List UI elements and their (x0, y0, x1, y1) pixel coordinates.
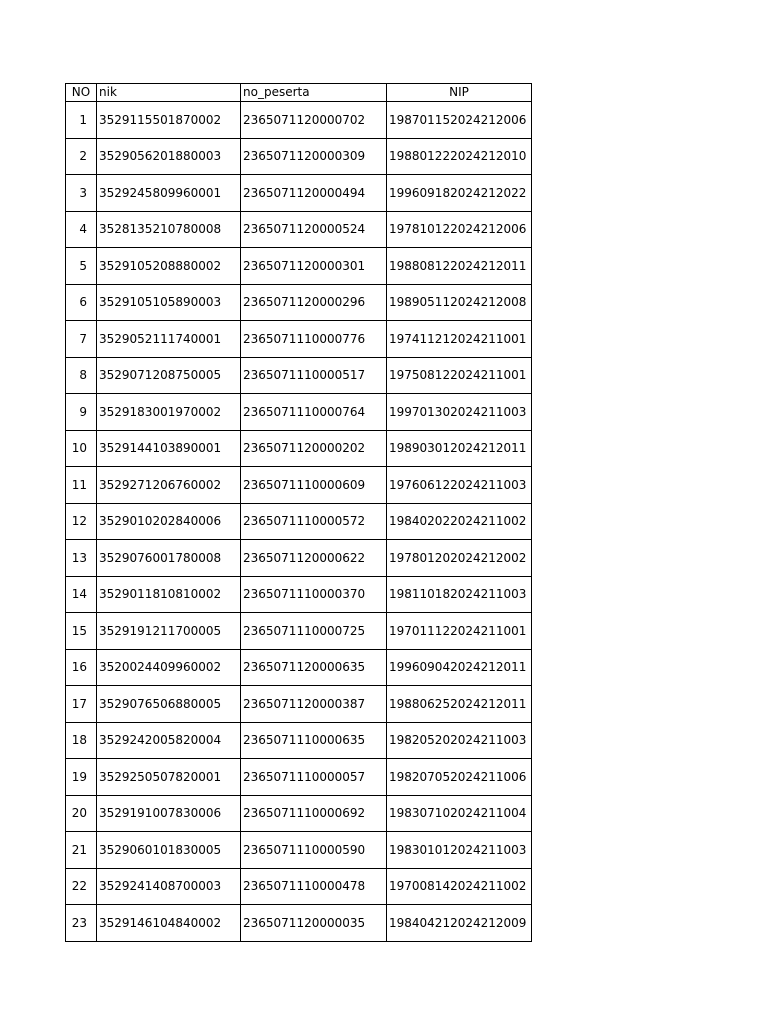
cell-nip: 198301012024211003 (387, 832, 532, 869)
cell-no-peserta: 2365071120000202 (241, 430, 387, 467)
cell-no-peserta: 2365071110000725 (241, 613, 387, 650)
table-row (66, 430, 532, 467)
cell-nip: 198701152024212006 (387, 102, 532, 139)
cell-no: 13 (66, 540, 97, 577)
cell-no-peserta: 2365071120000702 (241, 102, 387, 139)
header-row (66, 84, 532, 102)
cell-nip: 198110182024211003 (387, 576, 532, 613)
cell-no: 7 (66, 321, 97, 358)
table-row (66, 503, 532, 540)
cell-nik: 3520024409960002 (97, 649, 241, 686)
cell-no-peserta: 2365071110000370 (241, 576, 387, 613)
cell-no-peserta: 2365071110000517 (241, 357, 387, 394)
cell-no: 6 (66, 284, 97, 321)
table-header (66, 84, 532, 102)
table-row (66, 211, 532, 248)
cell-no: 10 (66, 430, 97, 467)
cell-no-peserta: 2365071120000309 (241, 138, 387, 175)
cell-no: 9 (66, 394, 97, 431)
table-row (66, 722, 532, 759)
cell-nik: 3529052111740001 (97, 321, 241, 358)
cell-no-peserta: 2365071110000635 (241, 722, 387, 759)
cell-nik: 3529146104840002 (97, 905, 241, 942)
cell-no: 12 (66, 503, 97, 540)
cell-no-peserta: 2365071110000590 (241, 832, 387, 869)
cell-nik: 3529241408700003 (97, 868, 241, 905)
cell-nik: 3529144103890001 (97, 430, 241, 467)
cell-nip: 198205202024211003 (387, 722, 532, 759)
cell-nik: 3529105105890003 (97, 284, 241, 321)
cell-nik: 3529060101830005 (97, 832, 241, 869)
table-row (66, 649, 532, 686)
cell-no: 11 (66, 467, 97, 504)
cell-no-peserta: 2365071120000622 (241, 540, 387, 577)
table-row (66, 394, 532, 431)
cell-no: 23 (66, 905, 97, 942)
cell-no-peserta: 2365071120000301 (241, 248, 387, 285)
cell-nik: 3529056201880003 (97, 138, 241, 175)
cell-no-peserta: 2365071110000572 (241, 503, 387, 540)
spreadsheet-page (65, 83, 532, 942)
cell-no: 16 (66, 649, 97, 686)
cell-no: 8 (66, 357, 97, 394)
cell-nip: 197011122024211001 (387, 613, 532, 650)
cell-no: 22 (66, 868, 97, 905)
cell-nik: 3529191007830006 (97, 795, 241, 832)
cell-nip: 198404212024212009 (387, 905, 532, 942)
cell-nip: 198903012024212011 (387, 430, 532, 467)
header-no: NO (66, 84, 97, 102)
table-row (66, 540, 532, 577)
cell-nip: 198801222024212010 (387, 138, 532, 175)
cell-no: 5 (66, 248, 97, 285)
table-row (66, 102, 532, 139)
cell-nip: 199609042024212011 (387, 649, 532, 686)
cell-nip: 197801202024212002 (387, 540, 532, 577)
table-row (66, 357, 532, 394)
cell-no: 19 (66, 759, 97, 796)
cell-nik: 3529250507820001 (97, 759, 241, 796)
header-nik: nik (97, 84, 241, 102)
cell-no: 3 (66, 175, 97, 212)
cell-nip: 197606122024211003 (387, 467, 532, 504)
cell-nip: 197810122024212006 (387, 211, 532, 248)
cell-nik: 3529191211700005 (97, 613, 241, 650)
cell-nik: 3529011810810002 (97, 576, 241, 613)
table-row (66, 686, 532, 723)
cell-no-peserta: 2365071110000609 (241, 467, 387, 504)
cell-nik: 3529242005820004 (97, 722, 241, 759)
cell-nip: 197411212024211001 (387, 321, 532, 358)
table-row (66, 576, 532, 613)
table-row (66, 795, 532, 832)
cell-nip: 199701302024211003 (387, 394, 532, 431)
table-row (66, 138, 532, 175)
cell-nik: 3529245809960001 (97, 175, 241, 212)
cell-nik: 3528135210780008 (97, 211, 241, 248)
table-row (66, 832, 532, 869)
cell-nik: 3529071208750005 (97, 357, 241, 394)
cell-no-peserta: 2365071110000764 (241, 394, 387, 431)
cell-no: 1 (66, 102, 97, 139)
cell-no: 18 (66, 722, 97, 759)
table-row (66, 467, 532, 504)
cell-nip: 198402022024211002 (387, 503, 532, 540)
cell-nip: 198808122024212011 (387, 248, 532, 285)
cell-nip: 198207052024211006 (387, 759, 532, 796)
cell-nip: 198806252024212011 (387, 686, 532, 723)
header-no-peserta: no_peserta (241, 84, 387, 102)
cell-no-peserta: 2365071110000057 (241, 759, 387, 796)
cell-no: 17 (66, 686, 97, 723)
cell-nik: 3529010202840006 (97, 503, 241, 540)
table-row (66, 905, 532, 942)
cell-no-peserta: 2365071110000776 (241, 321, 387, 358)
cell-no: 4 (66, 211, 97, 248)
cell-no: 14 (66, 576, 97, 613)
participant-table (65, 83, 532, 942)
cell-nik: 3529076506880005 (97, 686, 241, 723)
cell-no-peserta: 2365071120000524 (241, 211, 387, 248)
cell-nik: 3529115501870002 (97, 102, 241, 139)
cell-no: 2 (66, 138, 97, 175)
cell-no: 21 (66, 832, 97, 869)
cell-no-peserta: 2365071120000494 (241, 175, 387, 212)
table-row (66, 175, 532, 212)
cell-no-peserta: 2365071120000387 (241, 686, 387, 723)
cell-nip: 198905112024212008 (387, 284, 532, 321)
table-row (66, 868, 532, 905)
cell-no-peserta: 2365071120000635 (241, 649, 387, 686)
cell-nik: 3529105208880002 (97, 248, 241, 285)
header-nip: NIP (387, 84, 532, 102)
cell-no-peserta: 2365071110000478 (241, 868, 387, 905)
cell-nip: 199609182024212022 (387, 175, 532, 212)
cell-no-peserta: 2365071120000035 (241, 905, 387, 942)
table-row (66, 284, 532, 321)
cell-nip: 197008142024211002 (387, 868, 532, 905)
cell-nip: 197508122024211001 (387, 357, 532, 394)
cell-nip: 198307102024211004 (387, 795, 532, 832)
table-row (66, 248, 532, 285)
table-row (66, 759, 532, 796)
cell-no-peserta: 2365071120000296 (241, 284, 387, 321)
cell-nik: 3529076001780008 (97, 540, 241, 577)
cell-nik: 3529271206760002 (97, 467, 241, 504)
cell-no: 20 (66, 795, 97, 832)
table-row (66, 321, 532, 358)
table-row (66, 613, 532, 650)
cell-no: 15 (66, 613, 97, 650)
table-body (66, 102, 532, 942)
cell-no-peserta: 2365071110000692 (241, 795, 387, 832)
cell-nik: 3529183001970002 (97, 394, 241, 431)
